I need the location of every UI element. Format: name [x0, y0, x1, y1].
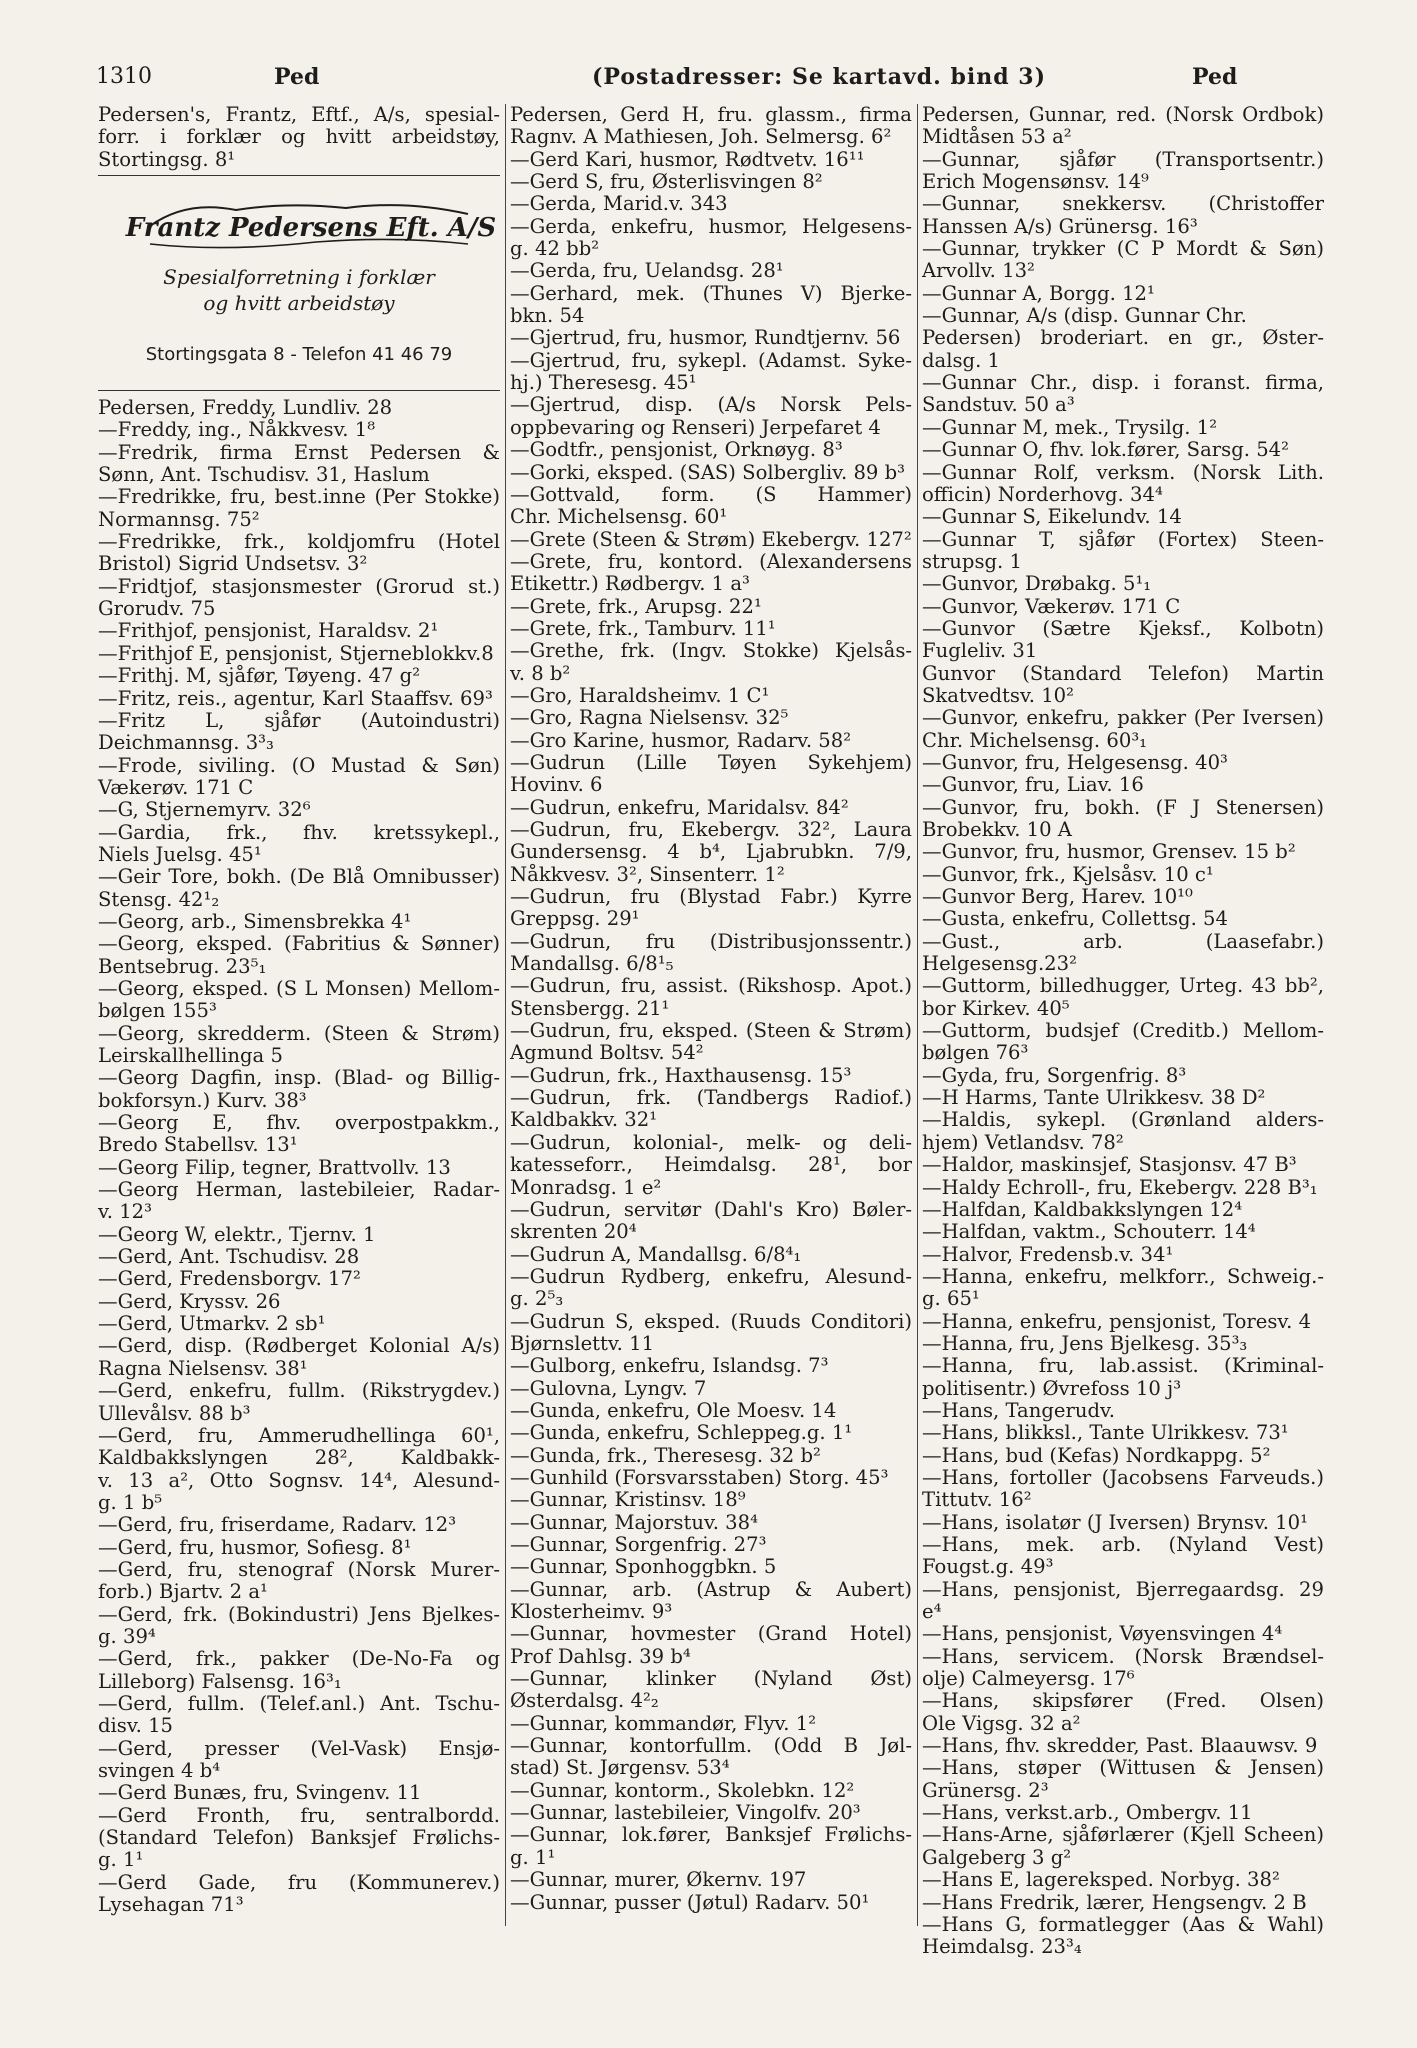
directory-line: Vækerøv. 171 C — [98, 775, 254, 799]
directory-line: Sandstuv. 50 a³ — [922, 393, 1075, 417]
directory-line: v. 8 b² — [510, 661, 571, 685]
directory-line: —Gunnar Rolf, verksm. (Norsk Lith. — [922, 460, 1324, 484]
directory-line: Pedersen, Gerd H, fru. glassm., firma — [510, 103, 912, 126]
directory-line: —Gerda, fru, Uelandsg. 28¹ — [510, 259, 784, 283]
directory-line: —Gjertrud, disp. (A/s Norsk Pels- — [510, 393, 912, 417]
directory-line: —Fredrikke, fru, best.inne (Per Stokke) — [98, 485, 500, 509]
directory-line: —Gudrun, fru, Ekebergv. 32², Laura — [510, 818, 912, 841]
directory-line: disv. 15 — [98, 1714, 173, 1738]
directory-line: —Georg Filip, tegner, Brattvollv. 13 — [98, 1155, 451, 1179]
directory-line: —Gerda, enkefru, husmor, Helgesens- — [510, 214, 912, 238]
directory-line: —Gunvor (Sætre Kjeksf., Kolbotn) — [922, 616, 1324, 640]
directory-line: —Gunnar T, sjåfør (Fortex) Steen- — [922, 527, 1324, 551]
directory-line: forb.) Bjartv. 2 a¹ — [98, 1580, 268, 1604]
directory-line: Pedersen, Gunnar, red. (Norsk Ordbok) — [922, 103, 1324, 126]
directory-line: —Georg E, fhv. overpostpakkm., — [98, 1111, 500, 1135]
directory-line: Lysehagan 71³ — [98, 1893, 244, 1917]
directory-line: —Hans, isolatør (J Iversen) Brynsv. 10¹ — [922, 1510, 1308, 1534]
directory-line: —Gerda, Marid.v. 343 — [510, 192, 728, 216]
directory-line: —Guttorm, budsjef (Creditb.) Mellom- — [922, 1019, 1324, 1043]
directory-line: Heimdalsg. 23³₄ — [922, 1935, 1082, 1959]
directory-line: —Gjertrud, fru, husmor, Rundtjernv. 56 — [510, 326, 901, 350]
directory-line: —Gunnar, A/s (disp. Gunnar Chr. — [922, 304, 1247, 328]
directory-line: g. 1 b⁵ — [98, 1490, 163, 1514]
directory-line: —Gunvor, fru, Helgesensg. 40³ — [922, 750, 1228, 774]
column-1 — [98, 104, 500, 1916]
directory-line: oppbevaring og Renseri) Jerpefaret 4 — [510, 415, 881, 439]
header-center: (Postadresser: Se kartavd. bind 3) — [592, 64, 1046, 90]
directory-line: —Gunnar, sjåfør (Transportsentr.) — [922, 147, 1324, 171]
directory-line: —Gudrun, servitør (Dahl's Kro) Bøler- — [510, 1197, 912, 1221]
directory-line: —Gerd, Fredensborgv. 17² — [98, 1267, 361, 1291]
directory-line: —Gerd, Ant. Tschudisv. 28 — [98, 1245, 360, 1269]
directory-line: —Gerd Kari, husmor, Rødtvetv. 16¹¹ — [510, 147, 865, 171]
right-keyword: Ped — [1192, 64, 1238, 90]
directory-line: —G, Stjernemyrv. 32⁶ — [98, 798, 311, 822]
directory-line: —Gudrun A, Mandallsg. 6/8⁴₁ — [510, 1242, 802, 1266]
directory-line: forr. i forklær og hvitt arbeidstøy, — [98, 125, 500, 149]
directory-line: —Gust., arb. (Laasefabr.) Helgesensg.23² — [922, 929, 1324, 976]
directory-line: —Gudrun, frk. (Tandbergs Radiof.) — [510, 1086, 912, 1110]
directory-line: —Gerd, fru, Ammerudhellinga 60¹, — [98, 1423, 500, 1447]
directory-line: hj.) Theresesg. 45¹ — [510, 371, 697, 395]
advert-line-1: Spesialforretning i forklær — [163, 265, 435, 290]
directory-line: Pedersen) broderiart. en gr., Øster- — [922, 326, 1324, 350]
directory-line: —Gunnar, Sorgenfrig. 27³ — [510, 1533, 767, 1556]
directory-line: Chr. Michelsensg. 60³₁ — [922, 728, 1148, 752]
directory-line: —Gunnar, kontorm., Skolebkn. 12² — [510, 1778, 855, 1802]
directory-line: Pedersen's, Frantz, Eftf., A/s, spesial- — [98, 103, 500, 126]
directory-line: Bredo Stabellsv. 13¹ — [98, 1133, 298, 1157]
directory-line: —Gunda, enkefru, Schleppeg.g. 1¹ — [510, 1421, 853, 1445]
column-3 — [922, 104, 1324, 1959]
directory-line: —Gunvor, Drøbakg. 5¹₁ — [922, 572, 1152, 596]
directory-line: —Gunnar, Kristinsv. 18⁹ — [510, 1488, 746, 1512]
directory-line: —Fritz L, sjåfør (Autoindustri) — [98, 708, 500, 732]
directory-line: —Gro, Ragna Nielsensv. 32⁵ — [510, 706, 789, 730]
directory-line: —Hans E, lagereksped. Norbyg. 38² — [922, 1868, 1280, 1892]
directory-line: Greppsg. 29¹ — [510, 907, 640, 931]
directory-line: —Georg, eksped. (S L Monsen) Mellom- — [98, 976, 500, 1000]
directory-line: svingen 4 b⁴ — [98, 1759, 221, 1782]
directory-line: Monradsg. 1 e² — [510, 1175, 662, 1199]
directory-line: —Fredrikke, frk., koldjomfru (Hotel — [98, 530, 500, 554]
directory-line: Fougst.g. 49³ — [922, 1555, 1054, 1579]
directory-line: Chr. Michelsensg. 60¹ — [510, 505, 728, 529]
directory-line: —Gunvor, frk., Kjelsåsv. 10 c¹ — [922, 862, 1214, 886]
directory-line: —Gudrun, fru (Blystad Fabr.) Kyrre — [510, 885, 912, 909]
directory-line: officin) Norderhovg. 34⁴ — [922, 482, 1163, 506]
directory-line: —Gardia, frk., fhv. kretssykepl., — [98, 820, 500, 844]
directory-line: —Gudrun (Lille Tøyen Sykehjem) — [510, 750, 912, 774]
directory-line: Brobekkv. 10 A — [922, 818, 1072, 841]
directory-line: Fugleliv. 31 — [922, 639, 1038, 663]
directory-line: —Gunvor, fru, husmor, Grensev. 15 b² — [922, 840, 1296, 864]
page-header — [96, 58, 1326, 96]
left-keyword: Ped — [274, 64, 320, 90]
directory-line: —Gerd, presser (Vel-Vask) Ensjø- — [98, 1736, 500, 1760]
directory-line: —Gudrun, frk., Haxthausensg. 15³ — [510, 1063, 852, 1087]
directory-line: —Gro Karine, husmor, Radarv. 58² — [510, 728, 852, 752]
directory-line: —Gunvor Berg, Harev. 10¹⁰ — [922, 885, 1193, 909]
directory-line: Midtåsen 53 a² — [922, 125, 1072, 149]
directory-line: —Hans, skipsfører (Fred. Olsen) — [922, 1689, 1324, 1713]
directory-line: —Gusta, enkefru, Collettsg. 54 — [922, 907, 1228, 931]
directory-line: —Gudrun, fru (Distribusjonssentr.) — [510, 929, 912, 953]
directory-line: —Gunda, enkefru, Ole Moesv. 14 — [510, 1398, 837, 1422]
directory-line: hjem) Vetlandsv. 78² — [922, 1130, 1124, 1154]
directory-line: —Godtfr., pensjonist, Orknøyg. 8³ — [510, 438, 843, 462]
directory-line: —Grete, frk., Tamburv. 11¹ — [510, 616, 776, 640]
directory-line: —Gyda, fru, Sorgenfrig. 8³ — [922, 1063, 1187, 1087]
directory-line: Ragnv. A Mathiesen, Joh. Selmersg. 6² — [510, 125, 892, 149]
directory-line: —Fridtjof, stasjonsmester (Grorud st.) — [98, 574, 500, 598]
directory-line: Nåkkvesv. 3², Sinsenterr. 1² — [510, 862, 785, 886]
directory-line: —Gerd, frk. (Bokindustri) Jens Bjelkes- — [98, 1602, 500, 1626]
directory-line: —Gudrun, fru, eksped. (Steen & Strøm) — [510, 1019, 912, 1043]
directory-line: —Hans Fredrik, lærer, Hengsengv. 2 B — [922, 1890, 1307, 1914]
column-1-top-entry — [98, 104, 500, 171]
directory-line: Agmund Boltsv. 54² — [510, 1041, 704, 1065]
directory-line: —Gunnar, lok.fører, Banksjef Frølichs- — [510, 1823, 912, 1847]
directory-line: —Haldor, maskinsjef, Stasjonsv. 47 B³ — [922, 1153, 1297, 1177]
directory-line: Ole Vigsg. 32 a² — [922, 1711, 1081, 1735]
directory-line: Stortingsg. 8¹ — [98, 147, 236, 171]
directory-line: dalsg. 1 — [922, 348, 1001, 372]
directory-line: Erich Mogensønsv. 14⁹ — [922, 170, 1149, 194]
directory-line: —Gerd, fru, husmor, Sofiesg. 8¹ — [98, 1535, 412, 1559]
directory-line: —Gunnar, trykker (C P Mordt & Søn) — [922, 237, 1324, 261]
directory-line: —Hans, blikksl., Tante Ulrikkesv. 73¹ — [922, 1421, 1289, 1445]
directory-line: —Hans, pensjonist, Vøyensvingen 4⁴ — [922, 1622, 1283, 1646]
directory-line: Grünersg. 2³ — [922, 1778, 1049, 1802]
directory-line: bokforsyn.) Kurv. 38³ — [98, 1088, 307, 1112]
directory-line: —Haldy Echroll-, fru, Ekebergv. 228 B³₁ — [922, 1175, 1318, 1199]
column-divider — [917, 104, 918, 1926]
directory-line: —Gunnar A, Borgg. 12¹ — [922, 281, 1155, 305]
directory-line: —Gulovna, Lyngv. 7 — [510, 1376, 707, 1400]
directory-line: —Frithjof, pensjonist, Haraldsv. 2¹ — [98, 619, 439, 643]
directory-line: Deichmannsg. 3³₃ — [98, 731, 274, 755]
directory-line: —Georg, arb., Simensbrekka 4¹ — [98, 909, 412, 933]
directory-line: Kaldbakkv. 32¹ — [510, 1108, 658, 1132]
directory-line: Mandallsg. 6/8¹₅ — [510, 952, 674, 976]
directory-line: Østerdalsg. 4²₂ — [510, 1689, 659, 1713]
directory-line: —Gerd, frk., pakker (De-No-Fa og — [98, 1647, 500, 1671]
directory-line: —Hanna, enkefru, pensjonist, Toresv. 4 — [922, 1309, 1312, 1333]
directory-line: g. 42 bb² — [510, 237, 600, 261]
directory-line: —Hans, mek. arb. (Nyland Vest) — [922, 1533, 1324, 1556]
directory-line: —Gerhard, mek. (Thunes V) Bjerke- — [510, 281, 912, 305]
directory-line: v. 13 a², Otto Sognsv. 14⁴, Alesund- — [98, 1468, 500, 1492]
directory-line: Gundersensg. 4 b⁴, Ljabrubkn. 7/9, — [510, 840, 912, 864]
directory-line: bølgen 76³ — [922, 1041, 1029, 1065]
directory-line: —Haldis, sykepl. (Grønland alders- — [922, 1108, 1324, 1132]
directory-line: —Gudrun Rydberg, enkefru, Alesund- — [510, 1264, 912, 1288]
directory-line: Prof Dahlsg. 39 b⁴ — [510, 1644, 691, 1668]
directory-line: —Gunnar O, fhv. lok.fører, Sarsg. 54² — [922, 438, 1289, 462]
directory-line: g. 39⁴ — [98, 1624, 156, 1648]
column-divider — [505, 104, 506, 1926]
directory-line: v. 12³ — [98, 1200, 152, 1224]
directory-line: —Hanna, fru, lab.assist. (Kriminal- — [922, 1354, 1324, 1378]
directory-line: —Gunnar M, mek., Trysilg. 1² — [922, 415, 1218, 439]
directory-line: Arvollv. 13² — [922, 259, 1035, 283]
directory-line: —Gunvor, fru, Liav. 16 — [922, 773, 1144, 797]
directory-line: Ullevålsv. 88 b³ — [98, 1401, 251, 1425]
directory-line: Ragna Nielsensv. 38¹ — [98, 1356, 308, 1380]
directory-line: —Hans, pensjonist, Bjerregaardsg. 29 e⁴ — [922, 1577, 1324, 1624]
directory-line: strupsg. 1 — [922, 549, 1022, 573]
directory-line: g. 1¹ — [98, 1848, 144, 1872]
directory-line: —Gulborg, enkefru, Islandsg. 7³ — [510, 1354, 829, 1378]
directory-line: —Gerd, fullm. (Telef.anl.) Ant. Tschu- — [98, 1691, 500, 1715]
directory-line: —Gunnar, kontorfullm. (Odd B Jøl- — [510, 1734, 912, 1758]
directory-line: —Gerd Fronth, fru, sentralbordd. — [98, 1803, 500, 1827]
directory-line: —Hans, servicem. (Norsk Brændsel- — [922, 1644, 1324, 1668]
directory-line: —Hans-Arne, sjåførlærer (Kjell Scheen) — [922, 1823, 1324, 1847]
directory-line: Etikettr.) Rødbergv. 1 a³ — [510, 572, 750, 596]
directory-line: Stensg. 42¹₂ — [98, 887, 220, 911]
directory-line: (Standard Telefon) Banksjef Frølichs- — [98, 1826, 500, 1850]
directory-line: —Gunvor, Vækerøv. 171 C — [922, 594, 1181, 618]
directory-line: —Halfdan, vaktm., Schouterr. 14⁴ — [922, 1220, 1256, 1244]
directory-line: Leirskallhellinga 5 — [98, 1044, 283, 1067]
directory-line: Sønn, Ant. Tschudisv. 31, Haslum — [98, 463, 430, 487]
directory-line: —Gunnar, kommandør, Flyv. 1² — [510, 1711, 817, 1735]
directory-line: —Gerd, fru, friserdame, Radarv. 12³ — [98, 1513, 457, 1537]
directory-line: Normannsg. 75² — [98, 507, 260, 531]
directory-line: Hanssen A/s) Grünersg. 16³ — [922, 214, 1198, 238]
directory-line: —Gudrun S, eksped. (Ruuds Conditori) — [510, 1309, 912, 1333]
directory-line: —Grete, frk., Arupsg. 22¹ — [510, 594, 762, 618]
directory-line: —Georg Herman, lastebileier, Radar- — [98, 1178, 500, 1202]
directory-line: bølgen 155³ — [98, 999, 217, 1023]
directory-line: Galgeberg 3 g² — [922, 1845, 1072, 1869]
directory-line: —Grete, fru, kontord. (Alexandersens — [510, 549, 912, 573]
directory-line: Pedersen, Freddy, Lundliv. 28 — [98, 396, 393, 420]
directory-line: —Gerd Bunæs, fru, Svingenv. 11 — [98, 1781, 422, 1805]
directory-line: olje) Calmeyersg. 17⁶ — [922, 1667, 1135, 1691]
directory-line: —Frithj. M, sjåfør, Tøyeng. 47 g² — [98, 664, 421, 688]
directory-line: —Gerd, Kryssv. 26 — [98, 1289, 281, 1313]
directory-line: —Gudrun, fru, assist. (Rikshosp. Apot.) — [510, 974, 912, 998]
directory-line: —Gerd, Utmarkv. 2 sb¹ — [98, 1312, 326, 1336]
logo-text: Frantz Pedersens Eft. A/S — [125, 213, 497, 244]
directory-line: —Halvor, Fredensb.v. 34¹ — [922, 1242, 1174, 1266]
directory-line: Lilleborg) Falsensg. 16³₁ — [98, 1669, 342, 1693]
directory-line: —Freddy, ing., Nåkkvesv. 1⁸ — [98, 418, 376, 442]
directory-line: —Gunnar, pusser (Jøtul) Radarv. 50¹ — [510, 1890, 870, 1914]
directory-line: —Gerd, enkefru, fullm. (Rikstrygdev.) — [98, 1379, 500, 1403]
directory-line: —Fritz, reis., agentur, Karl Staaffsv. 69³ — [98, 686, 493, 710]
directory-line: bkn. 54 — [510, 304, 585, 328]
directory-line: Bjørnslettv. 11 — [510, 1331, 655, 1355]
directory-line: —Gunnar, klinker (Nyland Øst) — [510, 1667, 912, 1691]
page-number: 1310 — [96, 64, 152, 89]
directory-line: —Gerd, fru, stenograf (Norsk Murer- — [98, 1557, 500, 1581]
directory-line: —Gunnar Chr., disp. i foranst. firma, — [922, 371, 1324, 395]
directory-line: —Hanna, fru, Jens Bjelkesg. 35³₃ — [922, 1331, 1248, 1355]
directory-line: —Hanna, enkefru, melkforr., Schweig.- — [922, 1264, 1324, 1288]
advert-line-2: og hvitt arbeidstøy — [203, 291, 395, 316]
directory-line: —Gunnar, snekkersv. (Christoffer — [922, 192, 1324, 216]
directory-line: —Hans, bud (Kefas) Nordkappg. 5² — [922, 1443, 1271, 1467]
directory-line: —Hans, verkst.arb., Ombergv. 11 — [922, 1801, 1253, 1825]
directory-line: Skatvedtsv. 10² — [922, 683, 1074, 707]
directory-line: —Grethe, frk. (Ingv. Stokke) Kjelsås- — [510, 639, 912, 663]
column-2 — [510, 104, 912, 1914]
directory-line: —Hans, fhv. skredder, Past. Blaauwsv. 9 — [922, 1734, 1318, 1758]
directory-line: Kaldbakkslyngen 28², Kaldbakk- — [98, 1446, 500, 1470]
directory-line: —Gunda, frk., Theresesg. 32 b² — [510, 1443, 821, 1467]
directory-line: —Gerd Gade, fru (Kommunerev.) — [98, 1870, 500, 1894]
directory-line: —Gunvor, fru, bokh. (F J Stenersen) — [922, 795, 1324, 819]
directory-line: bor Kirkev. 40⁵ — [922, 996, 1070, 1020]
directory-line: katesseforr., Heimdalsg. 28¹, bor — [510, 1153, 912, 1177]
directory-line: —Georg, eksped. (Fabritius & Sønner) — [98, 932, 500, 956]
directory-line: g. 2⁵₃ — [510, 1287, 564, 1311]
directory-line: —Gudrun, kolonial-, melk- og deli- — [510, 1130, 912, 1154]
directory-line: —Gunnar S, Eikelundv. 14 — [922, 505, 1182, 529]
advertisement — [98, 175, 500, 391]
directory-line: —Hans, støper (Wittusen & Jensen) — [922, 1756, 1324, 1780]
directory-line: —Gerd S, fru, Østerlisvingen 8² — [510, 170, 823, 194]
directory-line: —Halfdan, Kaldbakkslyngen 12⁴ — [922, 1197, 1243, 1221]
directory-line: Bristol) Sigrid Undsetsv. 3² — [98, 552, 368, 576]
directory-line: Stensbergg. 21¹ — [510, 996, 670, 1020]
directory-line: skrenten 20⁴ — [510, 1220, 637, 1244]
directory-line: —Frithjof E, pensjonist, Stjerneblokkv.8 — [98, 641, 494, 665]
directory-line: —Georg W, elektr., Tjernv. 1 — [98, 1222, 376, 1246]
directory-line: —Gjertrud, fru, sykepl. (Adamst. Syke- — [510, 348, 912, 372]
directory-line: —Georg, skredderm. (Steen & Strøm) — [98, 1021, 500, 1045]
directory-line: —Hans, Tangerudv. — [922, 1398, 1115, 1422]
directory-line: —Gunhild (Forsvarsstaben) Storg. 45³ — [510, 1465, 889, 1489]
directory-line: Gunvor (Standard Telefon) Martin — [922, 661, 1324, 685]
directory-line: —Gunnar, lastebileier, Vingolfv. 20³ — [510, 1801, 861, 1825]
directory-line: Tittutv. 16² — [922, 1488, 1032, 1512]
directory-line: —Gro, Haraldsheimv. 1 C¹ — [510, 683, 770, 707]
directory-line: g. 1¹ — [510, 1845, 556, 1869]
directory-line: —Frode, siviling. (O Mustad & Søn) — [98, 753, 500, 777]
directory-line: —Gunnar, Majorstuv. 38⁴ — [510, 1510, 758, 1534]
directory-line: —Hans G, formatlegger (Aas & Wahl) — [922, 1912, 1324, 1936]
column-1-entries — [98, 397, 500, 1916]
directory-line: —Gerd, disp. (Rødberget Kolonial A/s) — [98, 1334, 500, 1358]
directory-line: —Hans, fortoller (Jacobsens Farveuds.) — [922, 1465, 1324, 1489]
directory-line: Bentsebrug. 23⁵₁ — [98, 954, 267, 978]
directory-line: —Georg Dagfin, insp. (Blad- og Billig- — [98, 1066, 500, 1090]
directory-line: —Guttorm, billedhugger, Urteg. 43 bb², — [922, 974, 1324, 998]
directory-line: —Gunnar, Sponhoggbkn. 5 — [510, 1555, 777, 1579]
directory-line: Niels Juelsg. 45¹ — [98, 842, 262, 866]
directory-line: —Gudrun, enkefru, Maridalsv. 84² — [510, 795, 849, 819]
directory-line: politisentr.) Øvrefoss 10 j³ — [922, 1376, 1182, 1400]
directory-line: stad) St. Jørgensv. 53⁴ — [510, 1756, 730, 1780]
directory-line: g. 65¹ — [922, 1287, 980, 1311]
directory-line: —Gunnar, arb. (Astrup & Aubert) — [510, 1577, 912, 1601]
advert-line-3: Stortingsgata 8 - Telefon 41 46 79 — [145, 344, 453, 366]
directory-line: —Gorki, eksped. (SAS) Solbergliv. 89 b³ — [510, 460, 906, 484]
directory-line: —Gunnar, murer, Økernv. 197 — [510, 1868, 807, 1892]
directory-line: Klosterheimv. 9³ — [510, 1600, 673, 1624]
directory-line: —H Harms, Tante Ulrikkesv. 38 D² — [922, 1086, 1266, 1110]
directory-line: —Fredrik, firma Ernst Pedersen & — [98, 440, 500, 464]
directory-line: —Grete (Steen & Strøm) Ekebergv. 127² — [510, 527, 912, 551]
directory-line: —Gunnar, hovmester (Grand Hotel) — [510, 1622, 912, 1646]
directory-line: —Gunvor, enkefru, pakker (Per Iversen) — [922, 706, 1324, 730]
company-logo — [125, 196, 497, 256]
directory-line: Grorudv. 75 — [98, 597, 216, 621]
directory-line: —Gottvald, form. (S Hammer) — [510, 482, 912, 506]
directory-line: Hovinv. 6 — [510, 773, 603, 797]
directory-line: —Geir Tore, bokh. (De Blå Omnibusser) — [98, 865, 500, 889]
